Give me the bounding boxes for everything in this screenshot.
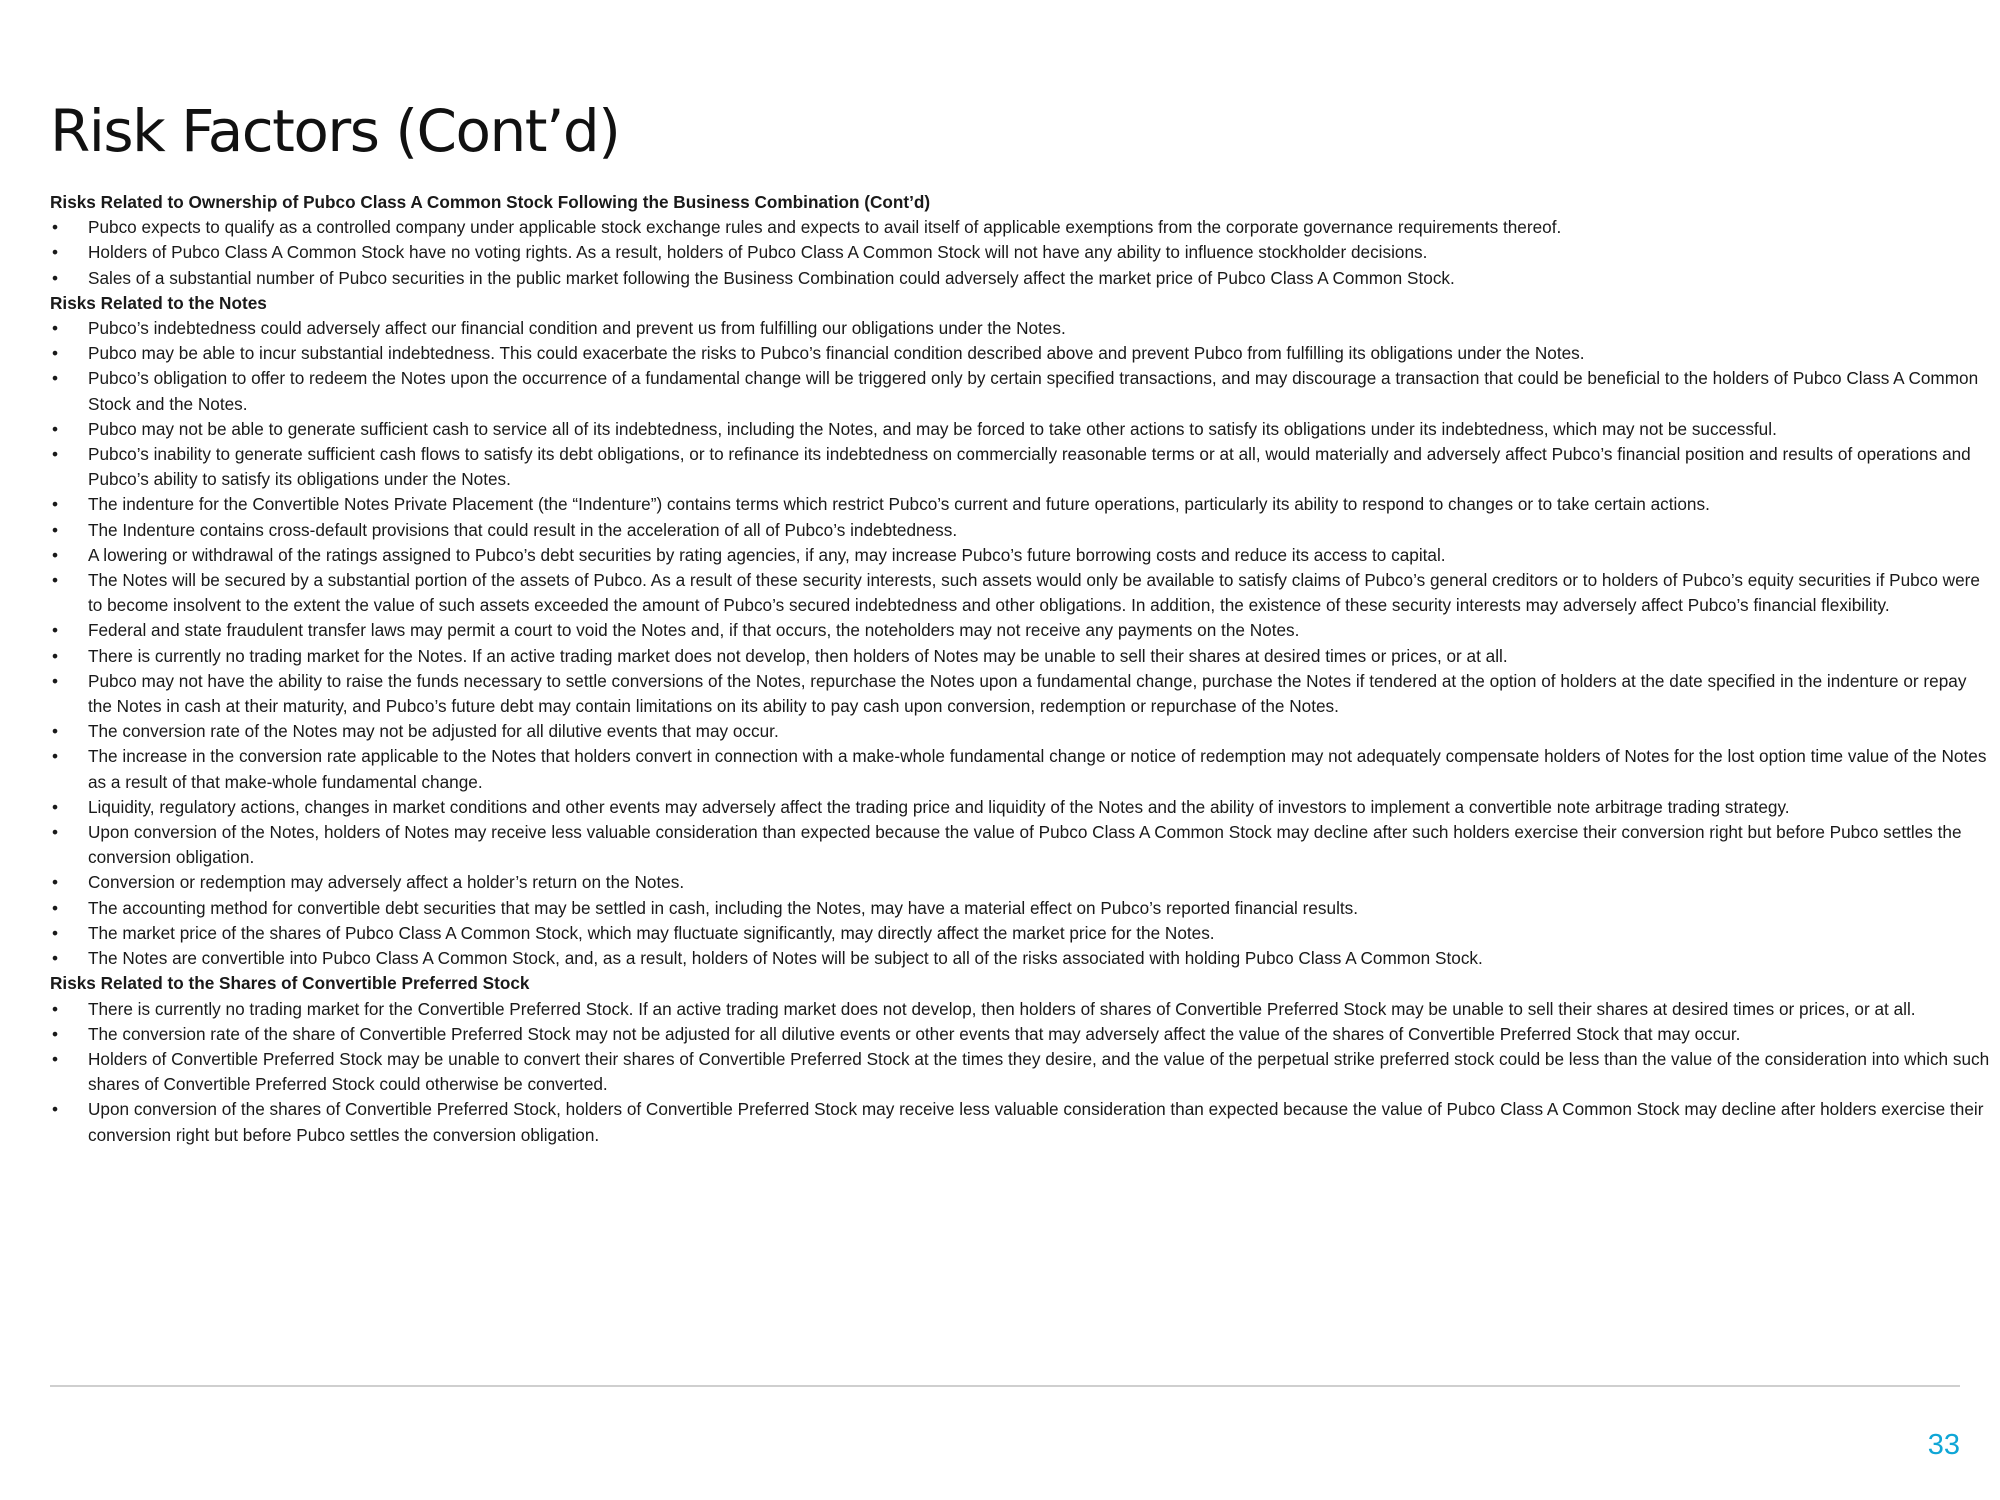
- bullet-text: The conversion rate of the Notes may not be adjusted for all dilutive events that may occur.: [88, 721, 779, 742]
- list-item: [50, 341, 1990, 366]
- bullet-marker: •: [52, 267, 59, 288]
- section-heading: Risks Related to the Shares of Convertible Preferred Stock: [50, 973, 530, 994]
- list-item: [50, 518, 1990, 543]
- bullet-marker: •: [52, 1023, 59, 1044]
- list-item: [50, 644, 1990, 669]
- section-heading: Risks Related to Ownership of Pubco Class A Common Stock Following the Business Combination (Cont’d): [50, 192, 931, 212]
- bullet-marker: •: [52, 544, 59, 565]
- list-item: [50, 266, 1990, 291]
- list-item: [50, 417, 1990, 442]
- list-item: [50, 921, 1990, 946]
- bullet-text: Pubco’s indebtedness could adversely affect our financial condition and prevent us from fulfilling our obligations under the Notes.: [88, 318, 1066, 339]
- list-item: [50, 795, 1990, 820]
- bullet-marker: •: [52, 318, 59, 339]
- bullet-marker: •: [52, 746, 59, 767]
- bullet-marker: •: [52, 948, 59, 969]
- bullet-text: Pubco’s obligation to offer to redeem the Notes upon the occurrence of a fundamental change will be triggered only by certain specified transactions, and may discourage a transaction that could be beneficial to the holders of Pubco Class A Common Stock and the Notes.: [88, 368, 1979, 414]
- bullet-text: Pubco’s inability to generate sufficient cash flows to satisfy its debt obligations, or to refinance its indebtedness on commercially reasonable terms or at all, would materially and adversely affect Pubco’s financial position and results of operations and Pubco’s ability to satisfy its obligations under the Notes.: [88, 444, 1971, 490]
- bullet-marker: •: [52, 872, 59, 893]
- bullet-text: Holders of Pubco Class A Common Stock have no voting rights. As a result, holders of Pubco Class A Common Stock will not have any ability to influence stockholder decisions.: [88, 242, 1428, 263]
- bullet-text: The Notes will be secured by a substantial portion of the assets of Pubco. As a result of these security interests, such assets would only be available to satisfy claims of Pubco’s general creditors or to holders of Pubco’s equity securities if Pubco were to become insolvent to the extent the value of such assets exceeded the amount of Pubco’s secured indebtedness and other obligations. In addition, the existence of these security interests may adversely affect Pubco’s financial flexibility.: [88, 570, 1980, 616]
- list-item: [50, 1097, 1990, 1147]
- risk-factors-content: [50, 190, 1990, 1148]
- list-item: [50, 543, 1990, 568]
- bullet-list: [50, 316, 1990, 971]
- bullet-text: The conversion rate of the share of Convertible Preferred Stock may not be adjusted for all dilutive events or other events that may adversely affect the value of the shares of Convertible Preferred Stock that may occur.: [88, 1023, 1741, 1044]
- bullet-text: Holders of Convertible Preferred Stock may be unable to convert their shares of Convertible Preferred Stock at the times they desire, and the value of the perpetual strike preferred stock could be less than the value of the consideration into which such shares of Convertible Preferred Stock could otherwise be converted.: [88, 1048, 1990, 1095]
- bullet-text: The market price of the shares of Pubco Class A Common Stock, which may fluctuate significantly, may directly affect the market price for the Notes.: [88, 922, 1215, 943]
- bullet-text: There is currently no trading market for the Convertible Preferred Stock. If an active trading market does not develop, then holders of shares of Convertible Preferred Stock may be unable to sell their shares at desired times or prices, or at all.: [88, 998, 1916, 1019]
- bullet-text: Pubco expects to qualify as a controlled company under applicable stock exchange rules and expects to avail itself of applicable exemptions from the corporate governance requirements thereof.: [88, 217, 1562, 238]
- bullet-marker: •: [52, 998, 59, 1019]
- bullet-marker: •: [52, 519, 59, 540]
- bullet-marker: •: [52, 217, 59, 238]
- bullet-marker: •: [52, 444, 59, 465]
- list-item: [50, 240, 1990, 265]
- bullet-text: Pubco may not be able to generate sufficient cash to service all of its indebtedness, including the Notes, and may be forced to take other actions to satisfy its obligations under its indebtedness, which may not be successful.: [88, 418, 1777, 439]
- section-notes-risks: [50, 291, 1990, 971]
- bullet-marker: •: [52, 418, 59, 439]
- bullet-text: The indenture for the Convertible Notes Private Placement (the “Indenture”) contains terms which restrict Pubco’s current and future operations, particularly its ability to respond to changes or to take certain actions.: [88, 494, 1710, 515]
- bullet-list: [50, 997, 1990, 1148]
- bullet-marker: •: [52, 822, 59, 843]
- list-item: [50, 669, 1990, 719]
- list-item: [50, 1022, 1990, 1047]
- bullet-text: The Indenture contains cross-default provisions that could result in the acceleration of all of Pubco’s indebtedness.: [88, 519, 958, 540]
- bullet-text: Upon conversion of the Notes, holders of Notes may receive less valuable consideration than expected because the value of Pubco Class A Common Stock may decline after such holders exercise their conversion right but before Pubco settles the conversion obligation.: [88, 822, 1962, 868]
- bullet-marker: •: [52, 494, 59, 515]
- bullet-marker: •: [52, 897, 59, 918]
- list-item: [50, 316, 1990, 341]
- list-item: [50, 215, 1990, 240]
- bullet-text: Liquidity, regulatory actions, changes in market conditions and other events may adversely affect the trading price and liquidity of the Notes and the ability of investors to implement a convertible note arbitrage trading strategy.: [88, 796, 1790, 817]
- list-item: [50, 820, 1990, 870]
- bullet-marker: •: [52, 368, 59, 389]
- bullet-marker: •: [52, 1099, 59, 1120]
- section-ownership-risks: [50, 190, 1990, 291]
- bullet-text: The increase in the conversion rate applicable to the Notes that holders convert in connection with a make-whole fundamental change or notice of redemption may not adequately compensate holders of Notes for the lost option time value of the Notes as a result of that make-whole fundamental change.: [88, 746, 1987, 792]
- bullet-text: The accounting method for convertible debt securities that may be settled in cash, including the Notes, may have a material effect on Pubco’s reported financial results.: [88, 897, 1359, 918]
- bullet-text: Sales of a substantial number of Pubco securities in the public market following the Business Combination could adversely affect the market price of Pubco Class A Common Stock.: [88, 267, 1455, 288]
- bullet-marker: •: [52, 645, 59, 666]
- bullet-marker: •: [52, 343, 59, 364]
- bullet-text: A lowering or withdrawal of the ratings assigned to Pubco’s debt securities by rating agencies, if any, may increase Pubco’s future borrowing costs and reduce its access to capital.: [88, 544, 1446, 565]
- bullet-text: Upon conversion of the shares of Convertible Preferred Stock, holders of Convertible Preferred Stock may receive less valuable consideration than expected because the value of Pubco Class A Common Stock may decline after holders exercise their conversion right but before Pubco settles the conversion obligation.: [88, 1099, 1984, 1145]
- list-item: [50, 744, 1990, 794]
- bullet-text: Conversion or redemption may adversely affect a holder’s return on the Notes.: [88, 872, 685, 893]
- bullet-marker: •: [52, 796, 59, 817]
- section-heading: Risks Related to the Notes: [50, 292, 267, 313]
- page-title: Risk Factors (Cont’d): [50, 97, 620, 165]
- list-item: [50, 997, 1990, 1022]
- list-item: [50, 366, 1990, 416]
- footer-divider: [50, 1385, 1960, 1387]
- section-preferred-stock-risks: [50, 971, 1990, 1147]
- bullet-marker: •: [52, 922, 59, 943]
- list-item: [50, 946, 1990, 971]
- bullet-marker: •: [52, 670, 59, 691]
- bullet-text: Pubco may not have the ability to raise the funds necessary to settle conversions of the Notes, repurchase the Notes upon a fundamental change, purchase the Notes if tendered at the option of holders at the date specified in the indenture or repay the Notes in cash at their maturity, and Pubco’s future debt may contain limitations on its ability to pay cash upon conversion, redemption or repurchase of the Notes.: [88, 670, 1967, 717]
- bullet-marker: •: [52, 1048, 59, 1069]
- bullet-text: The Notes are convertible into Pubco Class A Common Stock, and, as a result, holders of Notes will be subject to all of the risks associated with holding Pubco Class A Common Stock.: [88, 948, 1483, 969]
- list-item: [50, 719, 1990, 744]
- list-item: [50, 896, 1990, 921]
- bullet-marker: •: [52, 570, 59, 591]
- bullet-marker: •: [52, 721, 59, 742]
- list-item: [50, 492, 1990, 517]
- bullet-marker: •: [52, 242, 59, 263]
- list-item: [50, 618, 1990, 643]
- bullet-list: [50, 215, 1990, 291]
- bullet-marker: •: [52, 620, 59, 641]
- bullet-text: Pubco may be able to incur substantial indebtedness. This could exacerbate the risks to Pubco’s financial condition described above and prevent Pubco from fulfilling its obligations under the Notes.: [88, 343, 1585, 364]
- bullet-text: Federal and state fraudulent transfer laws may permit a court to void the Notes and, if that occurs, the noteholders may not receive any payments on the Notes.: [88, 620, 1300, 641]
- list-item: [50, 568, 1990, 618]
- list-item: [50, 442, 1990, 492]
- list-item: [50, 870, 1990, 895]
- bullet-text: There is currently no trading market for the Notes. If an active trading market does not develop, then holders of Notes may be unable to sell their shares at desired times or prices, or at all.: [88, 645, 1508, 666]
- list-item: [50, 1047, 1990, 1097]
- page-number: 33: [1927, 1429, 1960, 1461]
